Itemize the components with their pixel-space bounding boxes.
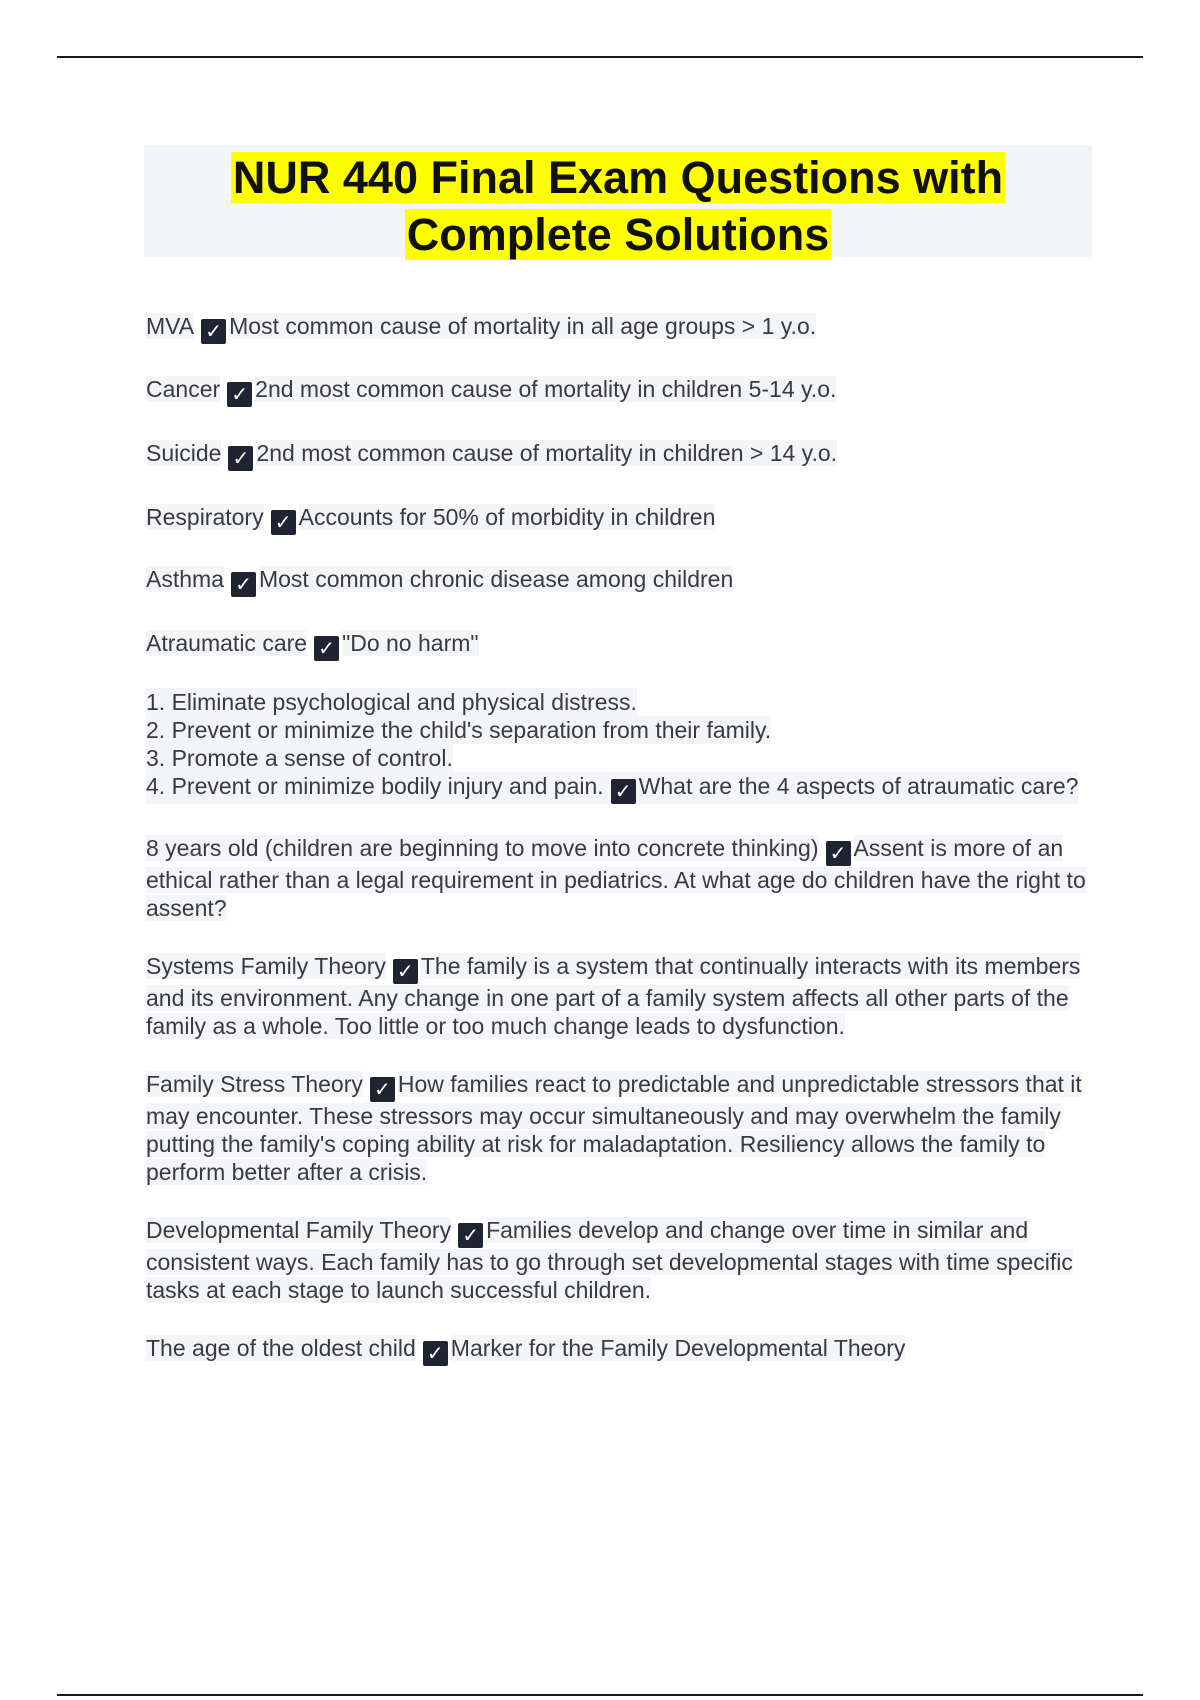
bottom-divider [57,1694,1143,1696]
title-line-2: Complete Solutions [406,209,830,260]
entry-term: The age of the oldest child [146,1335,416,1361]
entry-term: Systems Family Theory [146,953,386,979]
entry-term: Cancer [146,376,221,402]
entry-definition: Families develop and change over time in similar and consistent ways. Each family has to go through set developmental stages with time specific tasks at each stage to launch successful children. [146,1217,1073,1303]
list-item [146,1334,1096,1366]
entry-term: Respiratory [146,504,264,530]
checkbox-checked-icon: ✓ [826,841,851,866]
list-item [146,565,1096,597]
flashcard-list [146,312,1096,1396]
list-item [146,952,1096,1040]
list-item [146,1216,1096,1304]
entry-definition: Marker for the Family Developmental Theory [450,1335,906,1361]
entry-definition: The family is a system that continually interacts with its members and its environment. Any change in one part of a family system affects all other parts of the family as a whole. Too little or too much change leads to dysfunction. [146,953,1081,1039]
checkbox-checked-icon: ✓ [423,1341,448,1366]
entry-definition: Accounts for 50% of morbidity in children [298,504,716,530]
list-item [146,503,1096,535]
title-block [144,145,1092,260]
aspect-line-text: 4. Prevent or minimize bodily injury and pain. [146,773,604,799]
checkbox-checked-icon: ✓ [227,382,252,407]
list-item [146,312,1096,344]
list-item [146,629,1096,661]
list-item [146,834,1096,922]
list-item [146,439,1096,471]
entry-definition: Most common chronic disease among children [258,566,734,592]
entry-definition: 2nd most common cause of mortality in children 5-14 y.o. [255,376,837,402]
entry-term: Suicide [146,440,222,466]
entry-term: Family Stress Theory [146,1071,363,1097]
entry-definition: Most common cause of mortality in all age groups > 1 y.o. [229,313,817,339]
entry-definition: 2nd most common cause of mortality in children > 14 y.o. [256,440,838,466]
entry-definition: "Do no harm" [342,630,479,656]
checkbox-checked-icon: ✓ [370,1077,395,1102]
atraumatic-aspects-item [146,688,1096,804]
entry-term: Atraumatic care [146,630,308,656]
entry-term: Developmental Family Theory [146,1217,452,1243]
checkbox-checked-icon: ✓ [611,779,636,804]
aspect-line: 3. Promote a sense of control. [146,745,453,771]
aspect-line: 1. Eliminate psychological and physical distress. [146,689,637,715]
entry-definition: What are the 4 aspects of atraumatic care? [638,773,1079,799]
title-line-1: NUR 440 Final Exam Questions with [232,152,1004,203]
checkbox-checked-icon: ✓ [393,959,418,984]
entry-definition: How families react to predictable and unpredictable stressors that it may encounter. These stressors may occur simultaneously and may overwhelm the family putting the family's coping ability at risk for maladaptation. Resiliency allows the family to perform better after a crisis. [146,1071,1082,1185]
entry-term: 8 years old (children are beginning to move into concrete thinking) [146,835,819,861]
checkbox-checked-icon: ✓ [231,572,256,597]
checkbox-checked-icon: ✓ [314,636,339,661]
entry-term: Asthma [146,566,224,592]
aspect-line: 2. Prevent or minimize the child's separation from their family. [146,717,772,743]
aspect-line-last [146,772,1078,804]
list-item [146,375,1096,407]
entry-definition: Assent is more of an ethical rather than a legal requirement in pediatrics. At what age do children have the right to assent? [146,835,1086,921]
list-item [146,1070,1096,1186]
checkbox-checked-icon: ✓ [228,446,253,471]
top-divider [57,56,1143,58]
entry-term: MVA [146,313,195,339]
document-title [144,145,1092,263]
checkbox-checked-icon: ✓ [271,510,296,535]
checkbox-checked-icon: ✓ [201,319,226,344]
checkbox-checked-icon: ✓ [458,1223,483,1248]
